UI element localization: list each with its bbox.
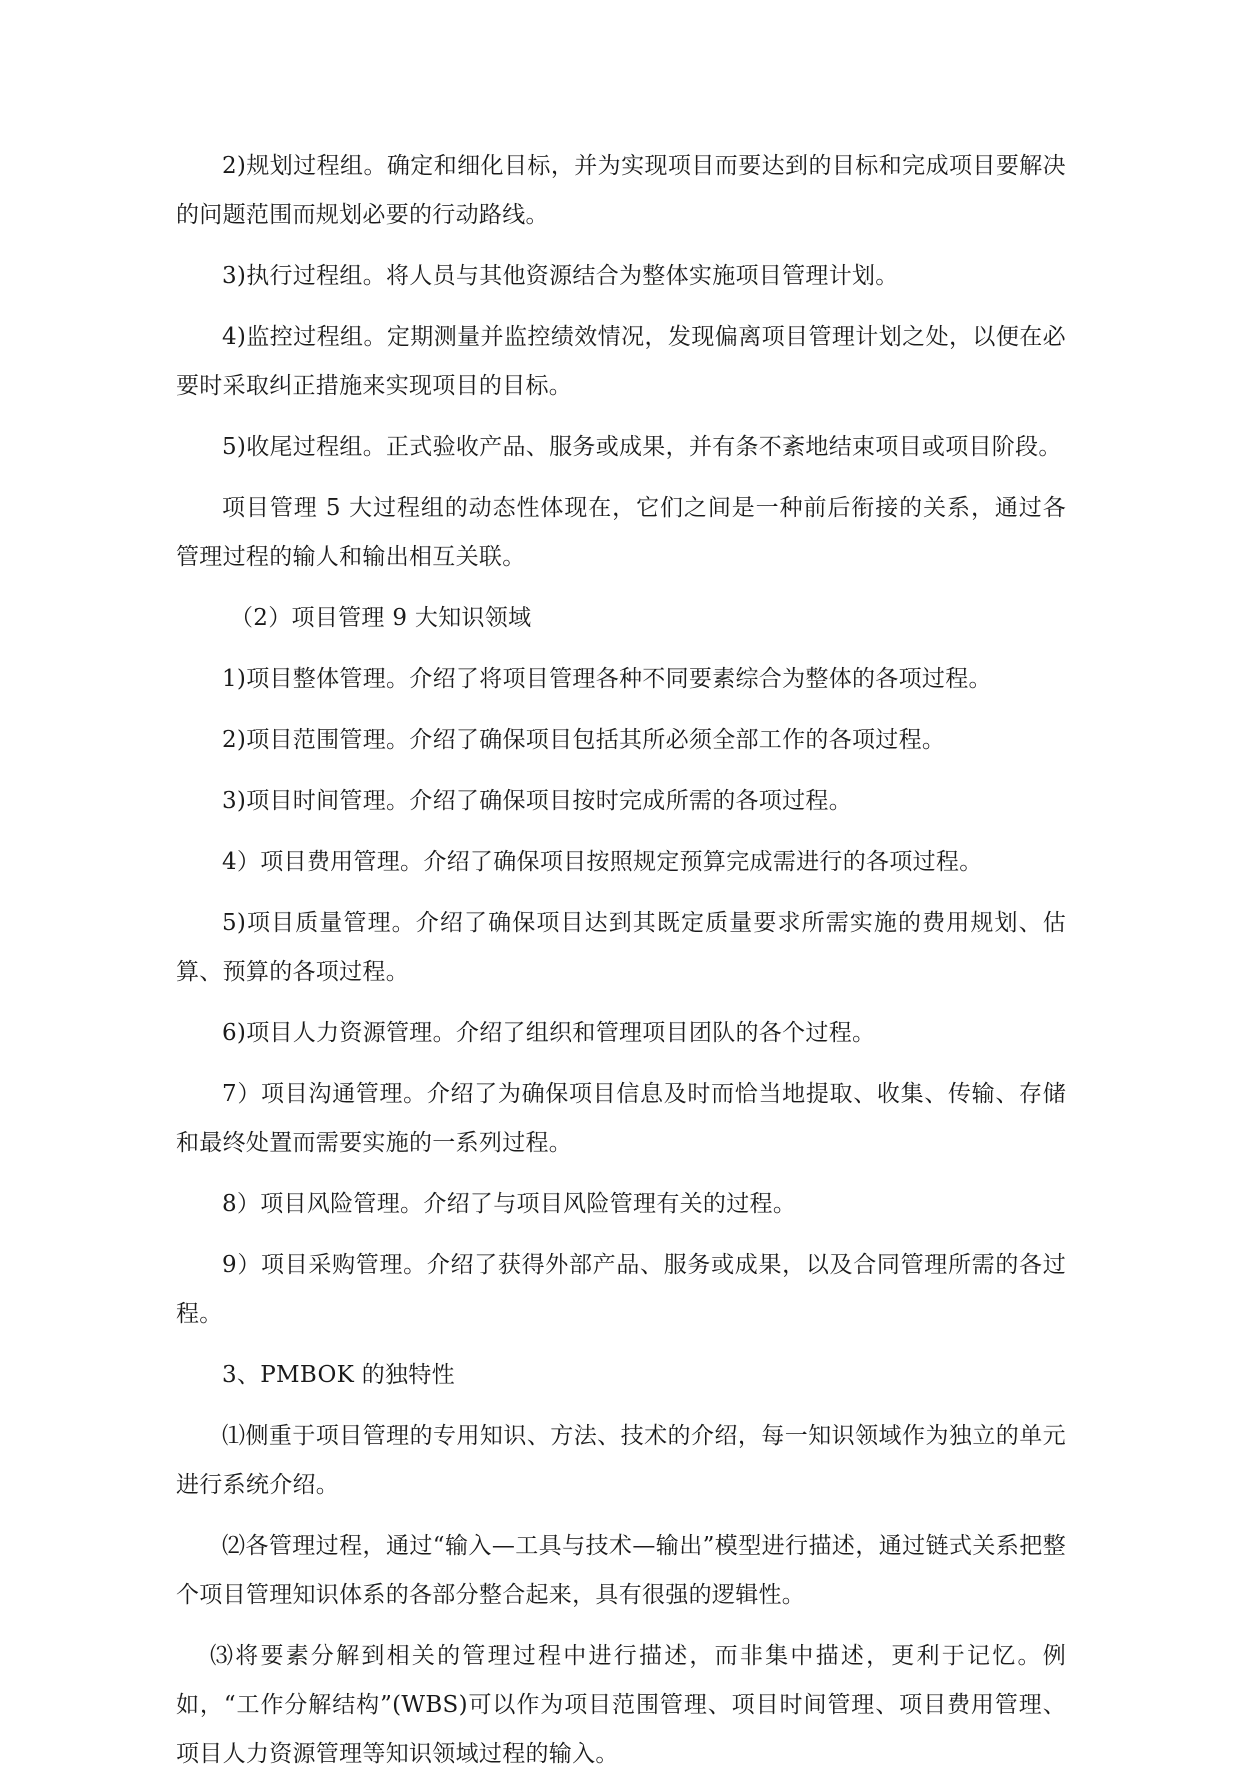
document-page <box>176 142 1066 1791</box>
paragraph-monitoring-process-group: 4)监控过程组。定期测量并监控绩效情况，发现偏离项目管理计划之处，以便在必要时采取纠正措施来实现项目的目标。 <box>176 324 1066 399</box>
paragraph-uniqueness-2: ⑵各管理过程，通过“输入—工具与技术—输出”模型进行描述，通过链式关系把整个项目管理知识体系的各部分整合起来，具有很强的逻辑性。 <box>176 1533 1066 1608</box>
paragraph-risk-management: 8）项目风险管理。介绍了与项目风险管理有关的过程。 <box>222 1191 797 1217</box>
paragraph-executing-process-group: 3)执行过程组。将人员与其他资源结合为整体实施项目管理计划。 <box>222 263 899 289</box>
paragraph-uniqueness-3: ⑶将要素分解到相关的管理过程中进行描述，而非集中描述，更利于记忆。例如，“工作分解结构”(WBS)可以作为项目范围管理、项目时间管理、项目费用管理、项目人力资源管理等知识领域过程的输入。 <box>176 1643 1066 1767</box>
section-heading-pmbok-uniqueness: 3、PMBOK 的独特性 <box>222 1362 455 1388</box>
section-heading-knowledge-areas: （2）项目管理 9 大知识领域 <box>230 605 532 631</box>
paragraph-closing-process-group: 5)收尾过程组。正式验收产品、服务或成果，并有条不紊地结束项目或项目阶段。 <box>222 434 1062 460</box>
paragraph-planning-process-group: 2)规划过程组。确定和细化目标，并为实现项目而要达到的目标和完成项目要解决的问题范围而规划必要的行动路线。 <box>176 153 1066 228</box>
paragraph-quality-management: 5)项目质量管理。介绍了确保项目达到其既定质量要求所需实施的费用规划、估算、预算的各项过程。 <box>176 910 1066 985</box>
paragraph-human-resource-management: 6)项目人力资源管理。介绍了组织和管理项目团队的各个过程。 <box>222 1020 876 1046</box>
paragraph-communications-management: 7）项目沟通管理。介绍了为确保项目信息及时而恰当地提取、收集、传输、存储和最终处置而需要实施的一系列过程。 <box>176 1081 1066 1156</box>
paragraph-integration-management: 1)项目整体管理。介绍了将项目管理各种不同要素综合为整体的各项过程。 <box>222 666 992 692</box>
paragraph-time-management: 3)项目时间管理。介绍了确保项目按时完成所需的各项过程。 <box>222 788 853 814</box>
paragraph-scope-management: 2)项目范围管理。介绍了确保项目包括其所必须全部工作的各项过程。 <box>222 727 946 753</box>
paragraph-cost-management: 4）项目费用管理。介绍了确保项目按照规定预算完成需进行的各项过程。 <box>222 849 983 875</box>
paragraph-uniqueness-1: ⑴侧重于项目管理的专用知识、方法、技术的介绍，每一知识领域作为独立的单元进行系统介绍。 <box>176 1423 1066 1498</box>
paragraph-procurement-management: 9）项目采购管理。介绍了获得外部产品、服务或成果，以及合同管理所需的各过程。 <box>176 1252 1066 1327</box>
paragraph-process-groups-dynamics: 项目管理 5 大过程组的动态性体现在，它们之间是一种前后衔接的关系，通过各管理过程的输人和输出相互关联。 <box>176 495 1066 570</box>
